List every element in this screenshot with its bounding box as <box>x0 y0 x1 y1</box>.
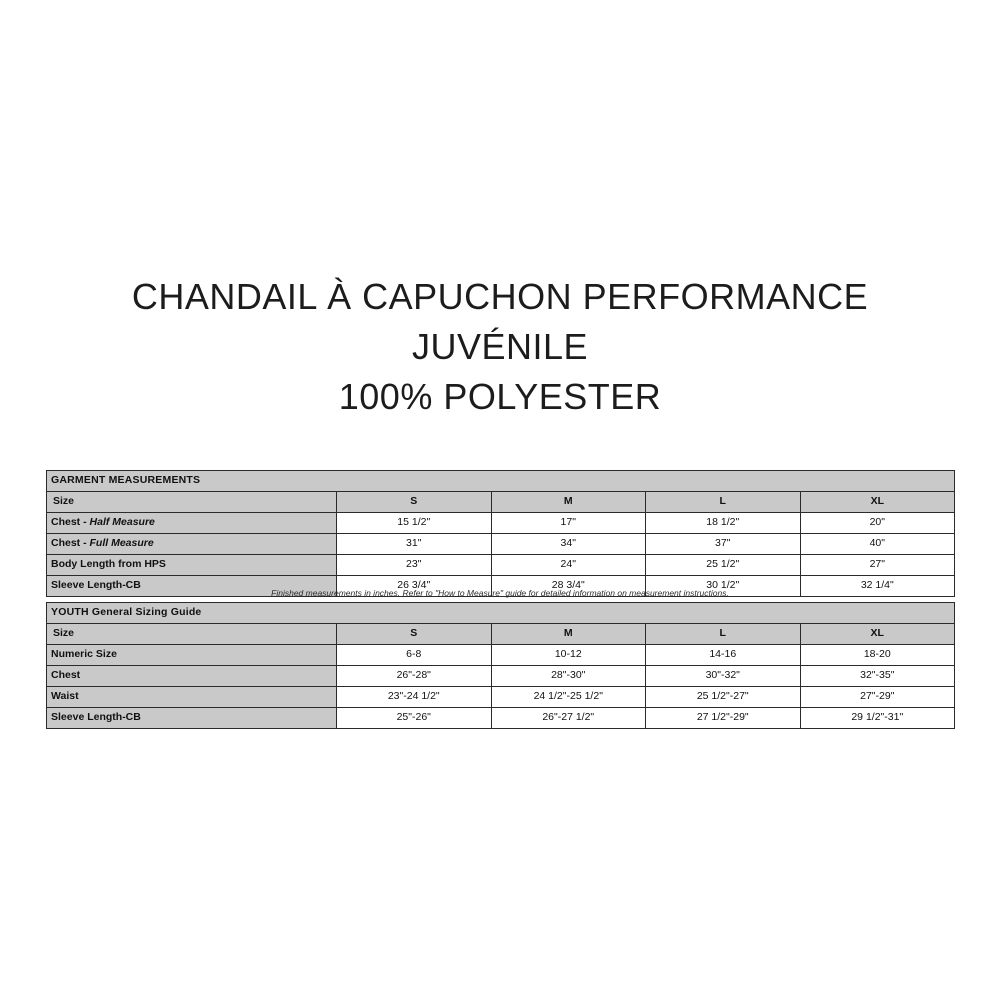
youth-header-size-s: S <box>337 624 492 645</box>
youth-banner-label: YOUTH General Sizing Guide <box>47 603 955 624</box>
youth-row-0-l: 14-16 <box>646 645 801 666</box>
garment-row-0-s: 15 1/2" <box>337 513 492 534</box>
table-row <box>47 687 955 708</box>
table-banner-row <box>47 603 955 624</box>
garment-row-0-xl: 20" <box>800 513 955 534</box>
youth-row-2-l: 25 1/2"-27" <box>646 687 801 708</box>
table-row <box>47 708 955 729</box>
youth-row-3-m: 26"-27 1/2" <box>491 708 646 729</box>
garment-header-size-s: S <box>337 492 492 513</box>
youth-row-1-s: 26"-28" <box>337 666 492 687</box>
youth-row-1-m: 28"-30" <box>491 666 646 687</box>
youth-header-size-xl: XL <box>800 624 955 645</box>
garment-measurements-table-wrap <box>46 470 954 597</box>
garment-row-label-2 <box>47 555 337 576</box>
garment-row-label-3-plain: Sleeve Length-CB <box>51 579 141 592</box>
table-banner-row <box>47 471 955 492</box>
youth-row-label-0 <box>47 645 337 666</box>
youth-sizing-table <box>46 602 955 729</box>
table-row <box>47 645 955 666</box>
youth-row-3-s: 25"-26" <box>337 708 492 729</box>
youth-row-label-1-plain: Chest <box>51 669 81 682</box>
youth-row-label-1 <box>47 666 337 687</box>
title-line-2: JUVÉNILE <box>411 326 589 367</box>
garment-row-3-m: 28 3/4" <box>491 576 646 597</box>
garment-row-label-2-plain: Body Length from HPS <box>51 558 166 571</box>
title-line-1: CHANDAIL À CAPUCHON PERFORMANCE <box>131 276 869 317</box>
youth-row-label-0-plain: Numeric Size <box>51 648 117 661</box>
youth-header-size-m: M <box>491 624 646 645</box>
page-title <box>0 272 1000 422</box>
garment-header-size-l: L <box>646 492 801 513</box>
youth-row-label-3-plain: Sleeve Length-CB <box>51 711 141 724</box>
garment-row-1-xl: 40" <box>800 534 955 555</box>
youth-header-size-l: L <box>646 624 801 645</box>
youth-row-3-xl: 29 1/2"-31" <box>800 708 955 729</box>
youth-row-2-m: 24 1/2"-25 1/2" <box>491 687 646 708</box>
garment-header-size-xl: XL <box>800 492 955 513</box>
garment-row-label-0-italic: Half Measure <box>89 516 155 529</box>
garment-measurements-table <box>46 470 955 597</box>
garment-row-3-s: 26 3/4" <box>337 576 492 597</box>
youth-row-2-s: 23"-24 1/2" <box>337 687 492 708</box>
table-row <box>47 666 955 687</box>
youth-row-label-3 <box>47 708 337 729</box>
table-header-row <box>47 492 955 513</box>
youth-row-1-l: 30"-32" <box>646 666 801 687</box>
garment-row-1-s: 31" <box>337 534 492 555</box>
garment-row-0-m: 17" <box>491 513 646 534</box>
garment-row-label-1 <box>47 534 337 555</box>
youth-row-0-xl: 18-20 <box>800 645 955 666</box>
garment-row-2-l: 25 1/2" <box>646 555 801 576</box>
garment-row-label-1-plain: Chest - <box>51 537 90 550</box>
garment-row-1-l: 37" <box>646 534 801 555</box>
table-row <box>47 534 955 555</box>
garment-header-size-m: M <box>491 492 646 513</box>
youth-row-2-xl: 27"-29" <box>800 687 955 708</box>
garment-row-1-m: 34" <box>491 534 646 555</box>
youth-row-0-s: 6-8 <box>337 645 492 666</box>
garment-row-label-1-italic: Full Measure <box>89 537 154 550</box>
youth-row-0-m: 10-12 <box>491 645 646 666</box>
garment-row-label-0 <box>47 513 337 534</box>
youth-sizing-table-wrap <box>46 602 954 729</box>
youth-row-label-2 <box>47 687 337 708</box>
garment-banner-label: GARMENT MEASUREMENTS <box>47 471 955 492</box>
garment-row-3-l: 30 1/2" <box>646 576 801 597</box>
youth-header-size-label: Size <box>47 624 337 645</box>
table-row <box>47 555 955 576</box>
youth-row-label-2-plain: Waist <box>51 690 79 703</box>
garment-header-size-label: Size <box>47 492 337 513</box>
table-row <box>47 513 955 534</box>
table-header-row <box>47 624 955 645</box>
youth-row-1-xl: 32"-35" <box>800 666 955 687</box>
garment-row-2-m: 24" <box>491 555 646 576</box>
title-line-3: 100% POLYESTER <box>338 376 662 417</box>
measurement-footnote: Finished measurements in inches. Refer to "How to Measure" guide for detailed information on measurement instructions. <box>271 588 729 598</box>
garment-row-0-l: 18 1/2" <box>646 513 801 534</box>
youth-row-3-l: 27 1/2"-29" <box>646 708 801 729</box>
garment-row-2-xl: 27" <box>800 555 955 576</box>
garment-row-3-xl: 32 1/4" <box>800 576 955 597</box>
garment-row-2-s: 23" <box>337 555 492 576</box>
garment-row-label-0-plain: Chest - <box>51 516 90 529</box>
